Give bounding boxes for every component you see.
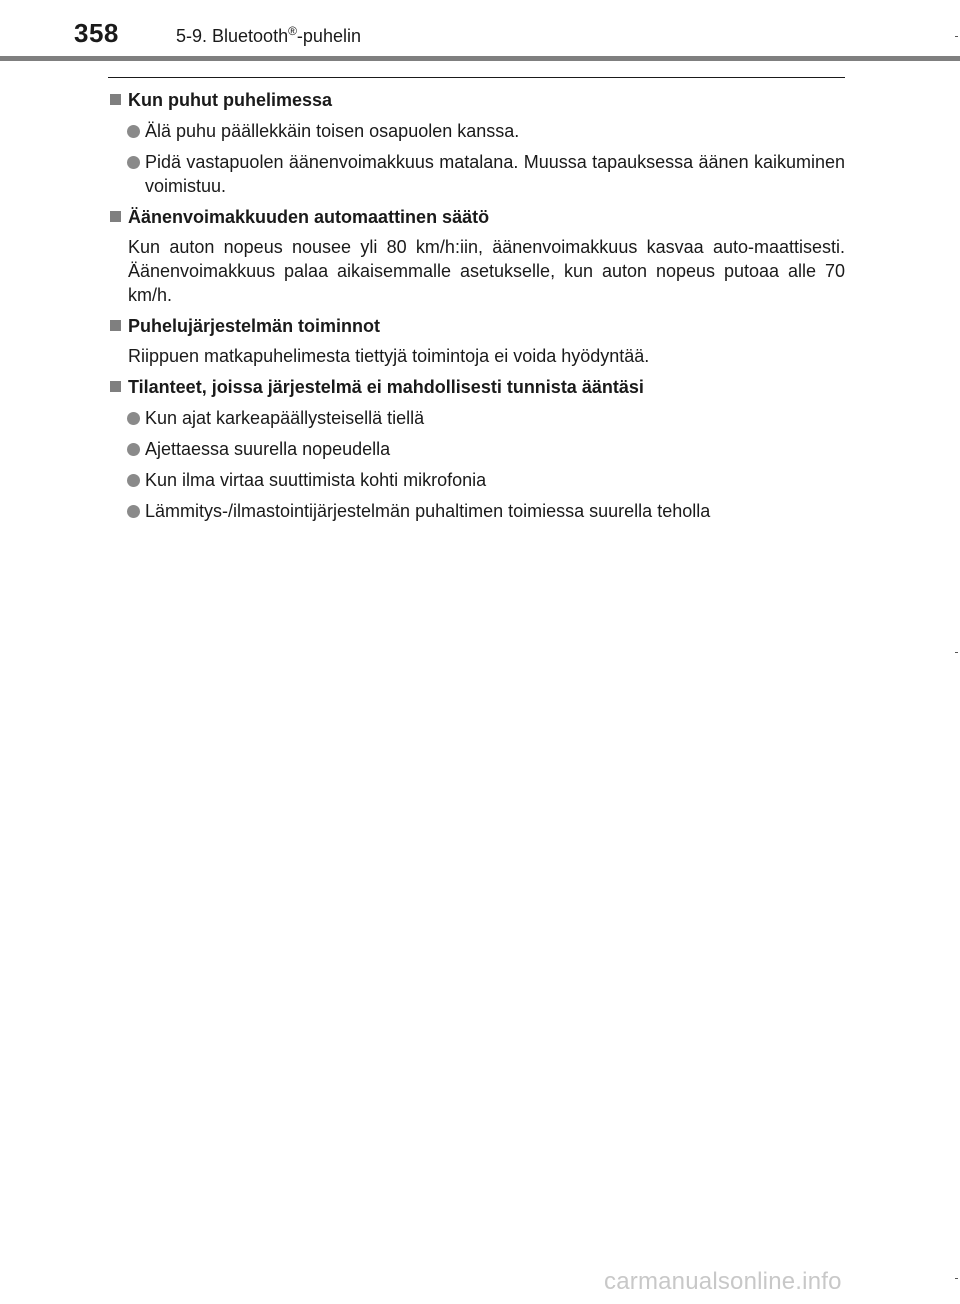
registered-mark: ®	[288, 24, 297, 38]
list-item	[108, 468, 845, 492]
circle-bullet-icon	[127, 412, 140, 425]
section-heading-text: Kun puhut puhelimessa	[128, 90, 333, 110]
crop-mark	[955, 652, 958, 653]
chapter-title-suffix: -puhelin	[296, 26, 361, 46]
list-item-text: Älä puhu päällekkäin toisen osapuolen kanssa.	[145, 121, 520, 141]
list-item-text: Lämmitys-/ilmastointijärjestelmän puhaltimen toimiessa suurella teholla	[145, 501, 711, 521]
section-heading-text: Tilanteet, joissa järjestelmä ei mahdollisesti tunnista ääntäsi	[128, 377, 644, 397]
section-paragraph: Kun auton nopeus nousee yli 80 km/h:iin, äänenvoimakkuus kasvaa auto-maattisesti. Äänenvoimakkuus palaa aikaisemmalle asetukselle, kun auton nopeus putoaa alle 70 km/h.	[128, 237, 845, 305]
circle-bullet-icon	[127, 156, 140, 169]
list-item	[108, 437, 845, 461]
crop-mark	[955, 1278, 958, 1279]
circle-bullet-icon	[127, 125, 140, 138]
section-paragraph: Riippuen matkapuhelimesta tiettyjä toimintoja ei voida hyödyntää.	[128, 346, 650, 366]
header-band	[0, 56, 960, 61]
section-heading-text: Puhelujärjestelmän toiminnot	[128, 316, 381, 336]
section-heading-call-functions	[108, 314, 845, 338]
square-bullet-icon	[110, 320, 121, 331]
square-bullet-icon	[110, 381, 121, 392]
section-heading-call	[108, 88, 845, 112]
page-number: 358	[74, 18, 119, 48]
chapter-title-prefix: 5-9. Bluetooth	[176, 26, 289, 46]
list-item-text: Ajettaessa suurella nopeudella	[145, 439, 391, 459]
watermark-link[interactable]: carmanualsonline.info	[604, 1268, 842, 1295]
chapter-title	[176, 26, 361, 47]
list-item-text: Kun ilma virtaa suuttimista kohti mikrofonia	[145, 470, 487, 490]
top-rule	[108, 77, 845, 78]
list-item-text: Pidä vastapuolen äänenvoimakkuus matalana. Muussa tapauksessa äänen kaikuminen voimistuu.	[145, 152, 845, 196]
circle-bullet-icon	[127, 474, 140, 487]
list-item	[108, 119, 845, 143]
list-item	[108, 499, 845, 523]
crop-mark	[955, 36, 958, 37]
list-item-text: Kun ajat karkeapäällysteisellä tiellä	[145, 408, 425, 428]
list-item	[108, 150, 845, 198]
square-bullet-icon	[110, 94, 121, 105]
square-bullet-icon	[110, 211, 121, 222]
section-heading-text: Äänenvoimakkuuden automaattinen säätö	[128, 207, 490, 227]
section-heading-auto-volume	[108, 205, 845, 229]
list-item	[108, 406, 845, 430]
circle-bullet-icon	[127, 443, 140, 456]
page-content	[108, 88, 845, 523]
section-heading-voice-recognition	[108, 375, 845, 399]
circle-bullet-icon	[127, 505, 140, 518]
